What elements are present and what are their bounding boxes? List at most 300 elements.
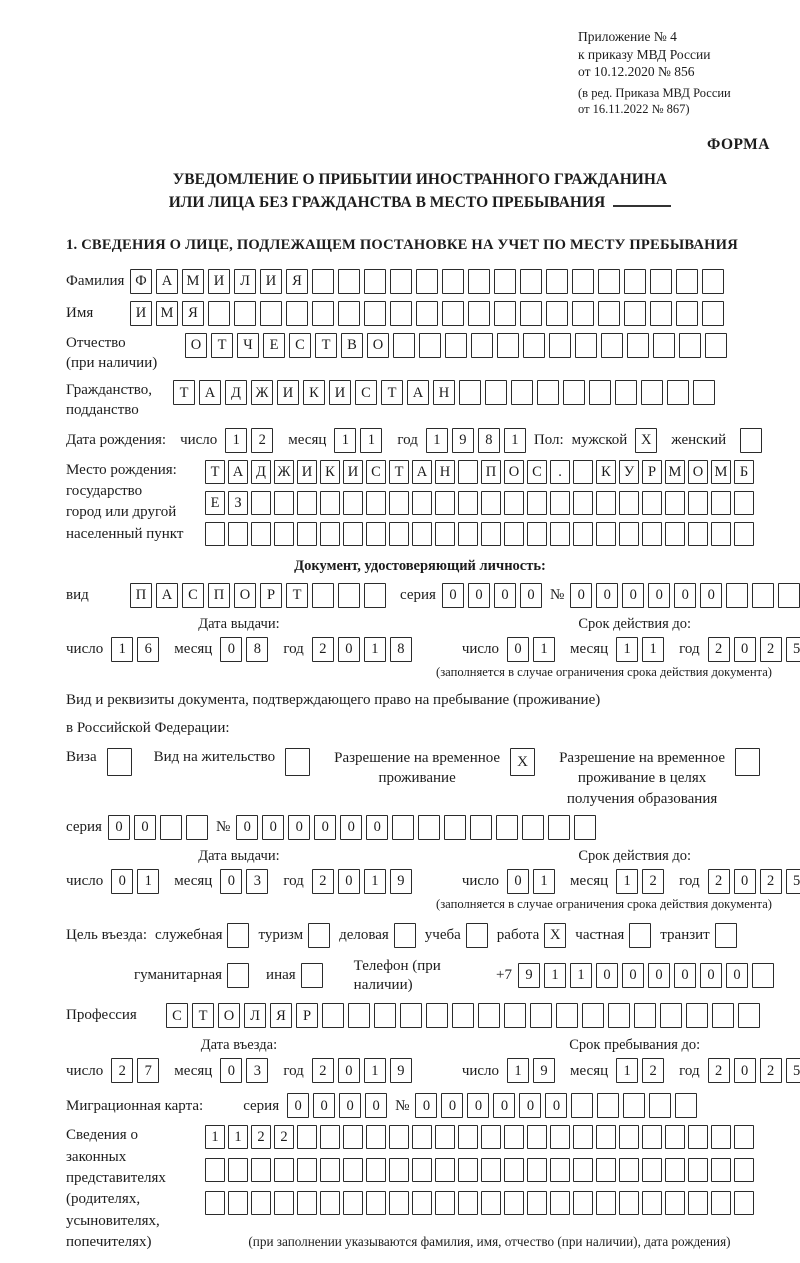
given-name-char-box[interactable] [598, 301, 620, 326]
doc-number-box[interactable] [778, 583, 800, 608]
residence-valid-month-box[interactable]: 2 [642, 869, 664, 894]
surname-char-box[interactable] [416, 269, 438, 294]
residence-series-box[interactable] [160, 815, 182, 840]
birth-year-box[interactable]: 1 [504, 428, 526, 453]
given-name-char-box[interactable] [364, 301, 386, 326]
citizenship-char-box[interactable] [693, 380, 715, 405]
purpose-official-checkbox[interactable] [227, 923, 249, 948]
birth-place-char-box[interactable] [596, 522, 616, 546]
doc-number-box[interactable]: 0 [648, 583, 670, 608]
citizenship-char-box[interactable] [589, 380, 611, 405]
profession-char-box[interactable] [608, 1003, 630, 1028]
birth-place-char-box[interactable]: П [481, 460, 501, 484]
residence-series-box[interactable]: 0 [134, 815, 156, 840]
doc-number-box[interactable] [752, 583, 774, 608]
migration-number-box[interactable]: 0 [545, 1093, 567, 1118]
birth-place-char-box[interactable] [320, 522, 340, 546]
entry-year-box[interactable]: 0 [338, 1058, 360, 1083]
residence-issue-month-box[interactable]: 3 [246, 869, 268, 894]
representative-char-box[interactable] [297, 1158, 317, 1182]
surname-char-box[interactable] [702, 269, 724, 294]
phone-digit-box[interactable]: 1 [570, 963, 592, 988]
stay-month-box[interactable]: 2 [642, 1058, 664, 1083]
valid-year-box[interactable]: 0 [734, 637, 756, 662]
profession-char-box[interactable] [504, 1003, 526, 1028]
birth-place-char-box[interactable]: С [366, 460, 386, 484]
surname-char-box[interactable] [338, 269, 360, 294]
doc-number-box[interactable]: 0 [570, 583, 592, 608]
citizenship-char-box[interactable]: А [199, 380, 221, 405]
birth-place-char-box[interactable] [320, 491, 340, 515]
representative-char-box[interactable] [550, 1158, 570, 1182]
patronymic-char-box[interactable] [393, 333, 415, 358]
surname-char-box[interactable] [676, 269, 698, 294]
birth-place-char-box[interactable] [573, 522, 593, 546]
doc-kind-char-box[interactable]: Т [286, 583, 308, 608]
citizenship-char-box[interactable]: Ж [251, 380, 273, 405]
given-name-char-box[interactable] [416, 301, 438, 326]
representative-char-box[interactable] [481, 1125, 501, 1149]
phone-digit-box[interactable]: 0 [596, 963, 618, 988]
residence-number-box[interactable]: 0 [236, 815, 258, 840]
residence-number-box[interactable]: 0 [262, 815, 284, 840]
surname-char-box[interactable]: Ф [130, 269, 152, 294]
birth-place-char-box[interactable] [389, 522, 409, 546]
representative-char-box[interactable] [481, 1191, 501, 1215]
surname-char-box[interactable] [546, 269, 568, 294]
representative-char-box[interactable] [688, 1191, 708, 1215]
birth-place-char-box[interactable] [481, 522, 501, 546]
representative-char-box[interactable] [527, 1191, 547, 1215]
birth-place-char-box[interactable] [734, 522, 754, 546]
representative-char-box[interactable] [642, 1191, 662, 1215]
residence-issue-day-box[interactable]: 1 [137, 869, 159, 894]
surname-char-box[interactable] [442, 269, 464, 294]
stay-day-box[interactable]: 1 [507, 1058, 529, 1083]
representative-char-box[interactable] [458, 1158, 478, 1182]
issue-year-box[interactable]: 8 [390, 637, 412, 662]
residence-series-box[interactable] [186, 815, 208, 840]
citizenship-char-box[interactable] [641, 380, 663, 405]
doc-number-box[interactable]: 0 [622, 583, 644, 608]
phone-digit-box[interactable]: 0 [726, 963, 748, 988]
profession-char-box[interactable] [322, 1003, 344, 1028]
citizenship-char-box[interactable] [511, 380, 533, 405]
citizenship-char-box[interactable]: А [407, 380, 429, 405]
birth-place-char-box[interactable]: Ж [274, 460, 294, 484]
representative-char-box[interactable] [550, 1125, 570, 1149]
representative-char-box[interactable]: 1 [205, 1125, 225, 1149]
representative-char-box[interactable] [504, 1158, 524, 1182]
citizenship-char-box[interactable] [537, 380, 559, 405]
birth-place-char-box[interactable] [573, 460, 593, 484]
migration-number-box[interactable]: 0 [415, 1093, 437, 1118]
citizenship-char-box[interactable] [667, 380, 689, 405]
birth-place-char-box[interactable] [366, 522, 386, 546]
stay-year-box[interactable]: 5 [786, 1058, 800, 1083]
doc-kind-char-box[interactable]: Р [260, 583, 282, 608]
patronymic-char-box[interactable] [679, 333, 701, 358]
migration-series-box[interactable]: 0 [339, 1093, 361, 1118]
doc-kind-char-box[interactable]: С [182, 583, 204, 608]
birth-place-char-box[interactable]: М [665, 460, 685, 484]
representative-char-box[interactable] [458, 1191, 478, 1215]
issue-day-box[interactable]: 6 [137, 637, 159, 662]
patronymic-char-box[interactable]: С [289, 333, 311, 358]
surname-char-box[interactable] [312, 269, 334, 294]
given-name-char-box[interactable] [208, 301, 230, 326]
representative-char-box[interactable] [481, 1158, 501, 1182]
residence-issue-month-box[interactable]: 0 [220, 869, 242, 894]
vnj-checkbox[interactable] [285, 748, 310, 776]
surname-char-box[interactable] [598, 269, 620, 294]
residence-series-box[interactable]: 0 [108, 815, 130, 840]
doc-kind-char-box[interactable]: П [208, 583, 230, 608]
doc-kind-char-box[interactable]: П [130, 583, 152, 608]
representative-char-box[interactable] [320, 1191, 340, 1215]
profession-char-box[interactable] [348, 1003, 370, 1028]
patronymic-char-box[interactable]: Е [263, 333, 285, 358]
doc-number-box[interactable]: 0 [674, 583, 696, 608]
entry-day-box[interactable]: 7 [137, 1058, 159, 1083]
representative-char-box[interactable] [734, 1125, 754, 1149]
issue-month-box[interactable]: 0 [220, 637, 242, 662]
representative-char-box[interactable] [504, 1191, 524, 1215]
migration-number-box[interactable] [675, 1093, 697, 1118]
citizenship-char-box[interactable] [563, 380, 585, 405]
representative-char-box[interactable] [320, 1158, 340, 1182]
given-name-char-box[interactable] [468, 301, 490, 326]
surname-char-box[interactable]: А [156, 269, 178, 294]
birth-place-char-box[interactable] [458, 522, 478, 546]
doc-series-box[interactable]: 0 [442, 583, 464, 608]
residence-number-box[interactable]: 0 [314, 815, 336, 840]
representative-char-box[interactable] [274, 1191, 294, 1215]
birth-place-char-box[interactable] [734, 491, 754, 515]
migration-series-box[interactable]: 0 [313, 1093, 335, 1118]
birth-place-char-box[interactable] [642, 491, 662, 515]
surname-char-box[interactable]: И [260, 269, 282, 294]
phone-digit-box[interactable]: 9 [518, 963, 540, 988]
doc-kind-char-box[interactable]: А [156, 583, 178, 608]
stay-year-box[interactable]: 2 [760, 1058, 782, 1083]
given-name-char-box[interactable] [390, 301, 412, 326]
profession-char-box[interactable]: Т [192, 1003, 214, 1028]
representative-char-box[interactable] [527, 1125, 547, 1149]
citizenship-char-box[interactable]: К [303, 380, 325, 405]
patronymic-char-box[interactable] [601, 333, 623, 358]
birth-place-char-box[interactable] [688, 522, 708, 546]
patronymic-char-box[interactable] [549, 333, 571, 358]
representative-char-box[interactable] [366, 1125, 386, 1149]
migration-number-box[interactable]: 0 [519, 1093, 541, 1118]
birth-place-char-box[interactable]: К [596, 460, 616, 484]
migration-number-box[interactable] [597, 1093, 619, 1118]
birth-year-box[interactable]: 1 [426, 428, 448, 453]
representative-char-box[interactable] [619, 1191, 639, 1215]
representative-char-box[interactable] [389, 1158, 409, 1182]
residence-number-box[interactable] [418, 815, 440, 840]
representative-char-box[interactable] [458, 1125, 478, 1149]
birth-place-char-box[interactable] [665, 491, 685, 515]
birth-place-char-box[interactable] [251, 491, 271, 515]
birth-month-box[interactable]: 1 [360, 428, 382, 453]
migration-number-box[interactable] [623, 1093, 645, 1118]
representative-char-box[interactable] [205, 1158, 225, 1182]
birth-day-box[interactable]: 2 [251, 428, 273, 453]
representative-char-box[interactable] [389, 1191, 409, 1215]
representative-char-box[interactable] [389, 1125, 409, 1149]
representative-char-box[interactable] [412, 1191, 432, 1215]
migration-series-box[interactable]: 0 [365, 1093, 387, 1118]
birth-place-char-box[interactable] [274, 522, 294, 546]
representative-char-box[interactable] [596, 1158, 616, 1182]
given-name-char-box[interactable] [260, 301, 282, 326]
entry-year-box[interactable]: 2 [312, 1058, 334, 1083]
representative-char-box[interactable] [297, 1125, 317, 1149]
birth-place-char-box[interactable] [481, 491, 501, 515]
residence-number-box[interactable]: 0 [340, 815, 362, 840]
given-name-char-box[interactable] [702, 301, 724, 326]
surname-char-box[interactable] [390, 269, 412, 294]
valid-year-box[interactable]: 2 [708, 637, 730, 662]
birth-day-box[interactable]: 1 [225, 428, 247, 453]
representative-char-box[interactable] [228, 1191, 248, 1215]
given-name-char-box[interactable] [546, 301, 568, 326]
profession-char-box[interactable] [556, 1003, 578, 1028]
residence-valid-day-box[interactable]: 0 [507, 869, 529, 894]
birth-place-char-box[interactable] [297, 491, 317, 515]
surname-char-box[interactable] [572, 269, 594, 294]
residence-number-box[interactable] [574, 815, 596, 840]
patronymic-char-box[interactable]: Ч [237, 333, 259, 358]
profession-char-box[interactable] [400, 1003, 422, 1028]
surname-char-box[interactable] [624, 269, 646, 294]
birth-place-char-box[interactable]: А [228, 460, 248, 484]
migration-number-box[interactable]: 0 [467, 1093, 489, 1118]
representative-char-box[interactable] [504, 1125, 524, 1149]
birth-place-char-box[interactable] [688, 491, 708, 515]
given-name-char-box[interactable] [312, 301, 334, 326]
birth-place-char-box[interactable] [435, 491, 455, 515]
residence-valid-year-box[interactable]: 2 [760, 869, 782, 894]
representative-char-box[interactable] [619, 1158, 639, 1182]
residence-issue-year-box[interactable]: 0 [338, 869, 360, 894]
stay-year-box[interactable]: 0 [734, 1058, 756, 1083]
purpose-work-checkbox[interactable]: X [544, 923, 566, 948]
representative-char-box[interactable] [665, 1191, 685, 1215]
doc-kind-char-box[interactable] [312, 583, 334, 608]
residence-number-box[interactable] [522, 815, 544, 840]
entry-month-box[interactable]: 0 [220, 1058, 242, 1083]
surname-char-box[interactable] [494, 269, 516, 294]
birth-place-char-box[interactable]: К [320, 460, 340, 484]
migration-series-box[interactable]: 0 [287, 1093, 309, 1118]
profession-char-box[interactable]: Р [296, 1003, 318, 1028]
profession-char-box[interactable] [452, 1003, 474, 1028]
birth-place-char-box[interactable] [251, 522, 271, 546]
profession-char-box[interactable] [426, 1003, 448, 1028]
birth-place-char-box[interactable] [366, 491, 386, 515]
patronymic-char-box[interactable]: О [367, 333, 389, 358]
representative-char-box[interactable] [642, 1125, 662, 1149]
citizenship-char-box[interactable] [615, 380, 637, 405]
residence-number-box[interactable]: 0 [366, 815, 388, 840]
representative-char-box[interactable] [205, 1191, 225, 1215]
representative-char-box[interactable] [527, 1158, 547, 1182]
birth-place-char-box[interactable]: Р [642, 460, 662, 484]
birth-place-char-box[interactable] [504, 491, 524, 515]
birth-year-box[interactable]: 9 [452, 428, 474, 453]
birth-place-char-box[interactable] [573, 491, 593, 515]
residence-valid-month-box[interactable]: 1 [616, 869, 638, 894]
profession-char-box[interactable]: Л [244, 1003, 266, 1028]
residence-number-box[interactable] [392, 815, 414, 840]
given-name-char-box[interactable]: И [130, 301, 152, 326]
given-name-char-box[interactable] [442, 301, 464, 326]
phone-digit-box[interactable]: 0 [674, 963, 696, 988]
issue-year-box[interactable]: 2 [312, 637, 334, 662]
representative-char-box[interactable] [435, 1191, 455, 1215]
birth-month-box[interactable]: 1 [334, 428, 356, 453]
residence-issue-year-box[interactable]: 9 [390, 869, 412, 894]
patronymic-char-box[interactable] [445, 333, 467, 358]
representative-char-box[interactable] [573, 1191, 593, 1215]
representative-char-box[interactable] [573, 1125, 593, 1149]
representative-char-box[interactable] [734, 1191, 754, 1215]
doc-series-box[interactable]: 0 [494, 583, 516, 608]
representative-char-box[interactable] [711, 1191, 731, 1215]
representative-char-box[interactable] [251, 1191, 271, 1215]
stay-day-box[interactable]: 9 [533, 1058, 555, 1083]
given-name-char-box[interactable] [650, 301, 672, 326]
doc-number-box[interactable] [726, 583, 748, 608]
surname-char-box[interactable]: Л [234, 269, 256, 294]
profession-char-box[interactable] [478, 1003, 500, 1028]
representative-char-box[interactable] [688, 1125, 708, 1149]
residence-issue-year-box[interactable]: 2 [312, 869, 334, 894]
migration-number-box[interactable]: 0 [493, 1093, 515, 1118]
profession-char-box[interactable] [374, 1003, 396, 1028]
patronymic-char-box[interactable] [419, 333, 441, 358]
patronymic-char-box[interactable] [523, 333, 545, 358]
residence-valid-year-box[interactable]: 0 [734, 869, 756, 894]
birth-place-char-box[interactable] [228, 522, 248, 546]
representative-char-box[interactable] [412, 1125, 432, 1149]
doc-kind-char-box[interactable] [338, 583, 360, 608]
citizenship-char-box[interactable]: И [329, 380, 351, 405]
birth-place-char-box[interactable] [642, 522, 662, 546]
purpose-tourism-checkbox[interactable] [308, 923, 330, 948]
patronymic-char-box[interactable] [627, 333, 649, 358]
stay-year-box[interactable]: 2 [708, 1058, 730, 1083]
representative-char-box[interactable] [711, 1125, 731, 1149]
birth-place-char-box[interactable] [389, 491, 409, 515]
surname-char-box[interactable] [364, 269, 386, 294]
purpose-humanitarian-checkbox[interactable] [227, 963, 249, 988]
given-name-char-box[interactable] [234, 301, 256, 326]
representative-char-box[interactable] [251, 1158, 271, 1182]
entry-year-box[interactable]: 9 [390, 1058, 412, 1083]
birth-place-char-box[interactable] [596, 491, 616, 515]
birth-place-char-box[interactable] [619, 491, 639, 515]
migration-number-box[interactable] [571, 1093, 593, 1118]
given-name-char-box[interactable] [494, 301, 516, 326]
birth-place-char-box[interactable] [550, 491, 570, 515]
representative-char-box[interactable] [274, 1158, 294, 1182]
profession-char-box[interactable]: С [166, 1003, 188, 1028]
given-name-char-box[interactable] [624, 301, 646, 326]
residence-valid-day-box[interactable]: 1 [533, 869, 555, 894]
residence-valid-year-box[interactable]: 5 [786, 869, 800, 894]
birth-place-char-box[interactable] [711, 522, 731, 546]
profession-char-box[interactable] [686, 1003, 708, 1028]
citizenship-char-box[interactable]: Н [433, 380, 455, 405]
birth-place-char-box[interactable]: И [343, 460, 363, 484]
birth-place-char-box[interactable] [458, 460, 478, 484]
migration-number-box[interactable]: 0 [441, 1093, 463, 1118]
birth-place-char-box[interactable] [665, 522, 685, 546]
patronymic-char-box[interactable]: Т [315, 333, 337, 358]
profession-char-box[interactable] [634, 1003, 656, 1028]
profession-char-box[interactable]: О [218, 1003, 240, 1028]
birth-place-char-box[interactable] [527, 491, 547, 515]
patronymic-char-box[interactable] [471, 333, 493, 358]
representative-char-box[interactable] [435, 1125, 455, 1149]
representative-char-box[interactable] [619, 1125, 639, 1149]
patronymic-char-box[interactable]: Т [211, 333, 233, 358]
phone-digit-box[interactable]: 0 [622, 963, 644, 988]
patronymic-char-box[interactable] [705, 333, 727, 358]
birth-place-char-box[interactable]: Н [435, 460, 455, 484]
entry-month-box[interactable]: 3 [246, 1058, 268, 1083]
birth-place-char-box[interactable]: З [228, 491, 248, 515]
given-name-char-box[interactable] [520, 301, 542, 326]
representative-char-box[interactable] [665, 1158, 685, 1182]
visa-checkbox[interactable] [107, 748, 132, 776]
issue-day-box[interactable]: 1 [111, 637, 133, 662]
representative-char-box[interactable] [734, 1158, 754, 1182]
birth-place-char-box[interactable]: Т [205, 460, 225, 484]
residence-number-box[interactable] [548, 815, 570, 840]
birth-place-char-box[interactable]: О [688, 460, 708, 484]
representative-char-box[interactable] [343, 1125, 363, 1149]
birth-place-char-box[interactable] [274, 491, 294, 515]
citizenship-char-box[interactable] [459, 380, 481, 405]
surname-char-box[interactable]: Я [286, 269, 308, 294]
birth-place-char-box[interactable] [619, 522, 639, 546]
birth-place-char-box[interactable] [504, 522, 524, 546]
doc-number-box[interactable]: 0 [700, 583, 722, 608]
residence-number-box[interactable]: 0 [288, 815, 310, 840]
representative-char-box[interactable] [688, 1158, 708, 1182]
representative-char-box[interactable] [412, 1158, 432, 1182]
surname-char-box[interactable] [520, 269, 542, 294]
doc-kind-char-box[interactable] [364, 583, 386, 608]
profession-char-box[interactable] [530, 1003, 552, 1028]
birth-place-char-box[interactable] [550, 522, 570, 546]
citizenship-char-box[interactable] [485, 380, 507, 405]
birth-place-char-box[interactable] [343, 491, 363, 515]
patronymic-char-box[interactable] [653, 333, 675, 358]
given-name-char-box[interactable] [676, 301, 698, 326]
valid-year-box[interactable]: 2 [760, 637, 782, 662]
given-name-char-box[interactable]: Я [182, 301, 204, 326]
valid-month-box[interactable]: 1 [642, 637, 664, 662]
profession-char-box[interactable] [712, 1003, 734, 1028]
birth-place-char-box[interactable] [412, 522, 432, 546]
birth-place-char-box[interactable]: М [711, 460, 731, 484]
